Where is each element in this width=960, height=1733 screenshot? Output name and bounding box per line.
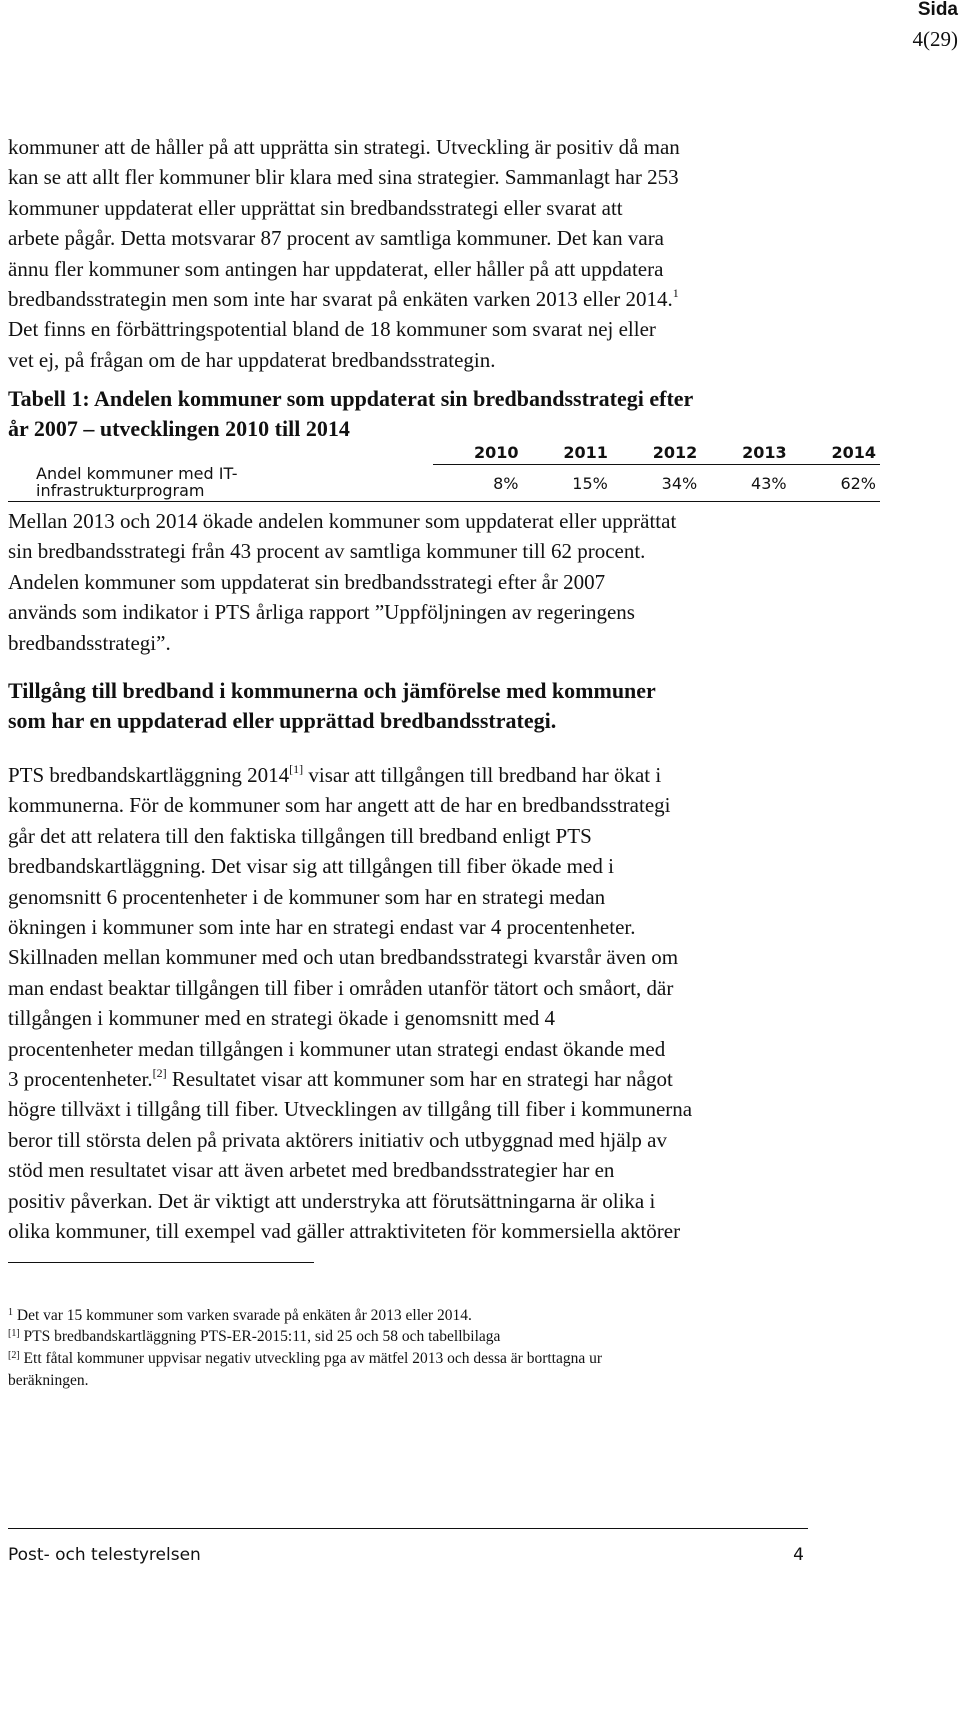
footnote: [8, 1348, 888, 1391]
section-heading: [8, 676, 888, 737]
text-line: sin bredbandsstrategi från 43 procent av samtliga kommuner till 62 procent.: [8, 539, 646, 564]
text-line: beror till största delen på privata aktörers initiativ och utbyggnad med hjälp av: [8, 1127, 667, 1152]
year-header: 2011: [522, 438, 611, 465]
heading-line: Tillgång till bredband i kommunerna och jämförelse med kommuner: [8, 678, 656, 703]
footer-divider: [8, 1528, 808, 1529]
intro-paragraph: [8, 132, 888, 375]
row-label-line: infrastrukturprogram: [36, 480, 205, 500]
text-line: Skillnaden mellan kommuner med och utan bredbandsstrategi kvarstår även om: [8, 945, 679, 970]
text-line: arbete pågår. Detta motsvarar 87 procent av samtliga kommuner. Det kan vara: [8, 226, 665, 251]
page-label: Sida: [917, 0, 958, 20]
footnote-divider: [8, 1262, 314, 1263]
page-number: 4(29): [912, 27, 958, 51]
year-header: 2014: [791, 438, 880, 465]
table-cell: 62%: [791, 465, 880, 502]
page-header: [870, 0, 960, 54]
table-header-row: [8, 438, 880, 465]
table-header-empty: [8, 438, 433, 465]
text-line: Mellan 2013 och 2014 ökade andelen kommuner som uppdaterat eller upprättat: [8, 509, 677, 533]
text-line: procentenheter medan tillgången i kommuner utan strategi endast ökande med: [8, 1036, 666, 1061]
body-paragraph: [8, 506, 888, 658]
table-cell: 34%: [612, 465, 701, 502]
row-label-line: Andel kommuner med IT-: [36, 463, 238, 483]
footnote-ref[interactable]: 1: [672, 286, 679, 301]
text-line: ökningen i kommuner som inte har en strategi endast var 4 procentenheter.: [8, 915, 636, 940]
text-line: [8, 1064, 888, 1094]
footnote-ref[interactable]: [1]: [289, 762, 304, 776]
text-run: Resultatet visar att kommuner som har en strategi har något: [166, 1067, 673, 1092]
table-cell: 15%: [522, 465, 611, 502]
footer-page-number: 4: [793, 1545, 804, 1565]
text-run: PTS bredbandskartläggning 2014: [8, 763, 290, 787]
table-cell: 8%: [433, 465, 522, 502]
text-line: bredbandsstrategi”.: [8, 630, 171, 655]
footnote-mark: [2]: [8, 1350, 20, 1361]
text-line: kan se att allt fler kommuner blir klara med sina strategier. Sammanlagt har 253: [8, 165, 679, 190]
text-line: Det finns en förbättringspotential bland de 18 kommuner som svarat nej eller: [8, 317, 656, 342]
text-line: används som indikator i PTS årliga rapport ”Uppföljningen av regeringens: [8, 600, 635, 625]
footer-organization: Post- och telestyrelsen: [8, 1545, 201, 1565]
text-line: [8, 760, 888, 790]
text-line: ännu fler kommuner som antingen har uppdaterat, eller håller på att uppdatera: [8, 256, 664, 281]
text-line: genomsnitt 6 procentenheter i de kommuner som har en strategi medan: [8, 884, 606, 909]
text-line: [8, 284, 888, 314]
text-line: Andelen kommuner som uppdaterat sin bredbandsstrategi efter år 2007: [8, 569, 606, 594]
caption-line: år 2007 – utvecklingen 2010 till 2014: [8, 416, 350, 441]
footnote-mark: [1]: [8, 1328, 20, 1339]
row-label: [8, 465, 433, 502]
text-run: visar att tillgången till bredband har ökat i: [303, 763, 662, 787]
year-header: 2013: [701, 438, 790, 465]
text-line: högre tillväxt i tillgång till fiber. Utvecklingen av tillgång till fiber i kommunerna: [8, 1097, 693, 1122]
text-line: stöd men resultatet visar att även arbetet med bredbandsstrategier har en: [8, 1158, 615, 1183]
text-line: positiv påverkan. Det är viktigt att understryka att förutsättningarna är olika i: [8, 1188, 656, 1213]
text-line: vet ej, på frågan om de har uppdaterat bredbandsstrategin.: [8, 347, 496, 372]
year-header: 2012: [612, 438, 701, 465]
text-line: kommuner att de håller på att upprätta sin strategi. Utveckling är positiv då man: [8, 135, 680, 159]
text-line: man endast beaktar tillgången till fiber i områden utanför tätort och småort, där: [8, 975, 674, 1000]
text-line: tillgången i kommuner med en strategi ökade i genomsnitt med 4: [8, 1006, 556, 1031]
footnote-ref[interactable]: [2]: [152, 1066, 167, 1081]
text-line: olika kommuner, till exempel vad gäller attraktiviteten för kommersiella aktörer: [8, 1219, 681, 1244]
heading-line: som har en uppdaterad eller upprättad bredbandsstrategi.: [8, 708, 557, 734]
footnote-text: Ett fåtal kommuner uppvisar negativ utveckling pga av mätfel 2013 och dessa är borttagna ur: [19, 1350, 603, 1367]
text-line: bredbandskartläggning. Det visar sig att tillgången till fiber ökade med i: [8, 854, 614, 879]
table-row: [8, 465, 880, 502]
footnote: [8, 1305, 888, 1327]
table-cell: 43%: [701, 465, 790, 502]
table-caption: [8, 384, 888, 444]
footnote-mark: 1: [8, 1307, 13, 1318]
footnote: [8, 1326, 888, 1348]
footnote-text: Det var 15 kommuner som varken svarade på enkäten år 2013 eller 2014.: [13, 1307, 472, 1324]
body-paragraph: [8, 760, 888, 1247]
text-line: kommunerna. För de kommuner som har angett att de har en bredbandsstrategi: [8, 793, 671, 818]
text-line: kommuner uppdaterat eller upprättat sin bredbandsstrategi eller svarat att: [8, 195, 623, 220]
data-table: [8, 438, 880, 502]
footnote-text: beräkningen.: [8, 1371, 89, 1389]
caption-line: Tabell 1: Andelen kommuner som uppdaterat sin bredbandsstrategi efter: [8, 386, 694, 411]
text-line: går det att relatera till den faktiska tillgången till bredband enligt PTS: [8, 823, 592, 848]
footnote-text: PTS bredbandskartläggning PTS-ER-2015:11, sid 25 och 58 och tabellbilaga: [19, 1328, 501, 1345]
year-header: 2010: [433, 438, 522, 465]
text-run: 3 procentenheter.: [8, 1067, 153, 1092]
text-run: bredbandsstrategin men som inte har svarat på enkäten varken 2013 eller 2014.: [8, 287, 673, 312]
